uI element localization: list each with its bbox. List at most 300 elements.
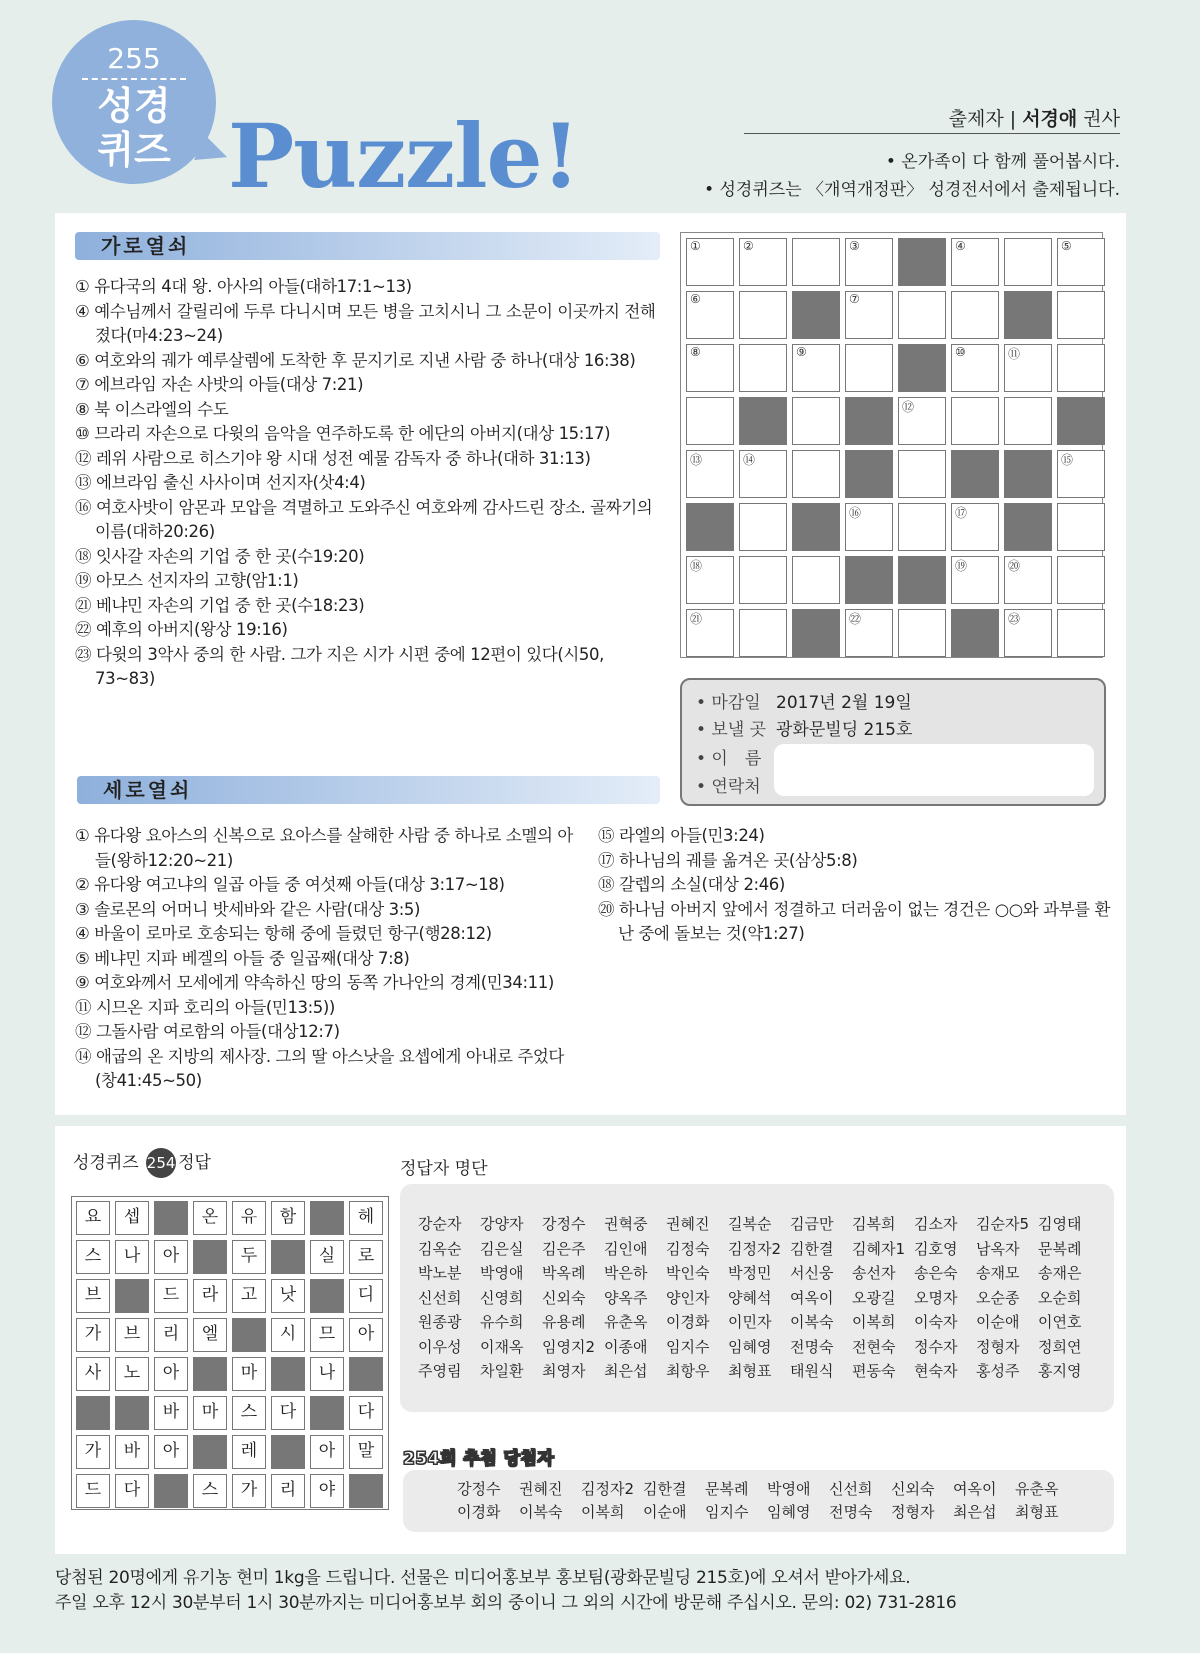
clue-item: ⑦ 에브라임 자손 사밧의 아들(대상 7:21) bbox=[75, 375, 364, 394]
correct-name: 양옥주 bbox=[604, 1288, 648, 1307]
clue-item: ㉓ 다윗의 3악사 중의 한 사람. 그가 지은 시가 시편 중에 12편이 있다(시50, 73~83) bbox=[75, 644, 604, 688]
puzzle-cell[interactable] bbox=[1004, 609, 1052, 657]
answer-cell: 요 bbox=[76, 1201, 110, 1235]
correct-name: 최항우 bbox=[666, 1362, 710, 1380]
correct-name: 전현숙 bbox=[852, 1337, 896, 1356]
clue-item: ② 유다왕 여고냐의 일곱 아들 중 여섯째 아들(대상 3:17~18) bbox=[75, 875, 505, 894]
header-divider bbox=[744, 133, 1120, 134]
answer-cell: 노 bbox=[115, 1357, 149, 1391]
across-clue-list bbox=[75, 275, 665, 692]
puzzle-cell[interactable] bbox=[686, 450, 734, 498]
puzzle-cell[interactable] bbox=[739, 450, 787, 498]
issue-number: 255 bbox=[107, 42, 161, 75]
correct-name: 정형자 bbox=[976, 1337, 1020, 1356]
correct-name: 박영애 bbox=[480, 1264, 524, 1282]
clue-number: ⑩ bbox=[955, 345, 966, 359]
clue-item: ④ 바울이 로마로 호송되는 항해 중에 들렸던 항구(행28:12) bbox=[75, 924, 492, 943]
correct-name: 이민자 bbox=[728, 1313, 772, 1331]
clue-item: ⑤ 베냐민 지파 베겔의 아들 중 일곱째(대상 7:8) bbox=[75, 948, 410, 968]
winner-name: 김정자2 bbox=[581, 1480, 635, 1498]
correct-names-title: 정답자 명단 bbox=[400, 1159, 488, 1179]
answer-blocked-cell bbox=[310, 1279, 344, 1313]
correct-name: 원종광 bbox=[418, 1313, 462, 1331]
puzzle-cell[interactable] bbox=[898, 609, 946, 657]
winner-name: 임지수 bbox=[705, 1503, 749, 1521]
address-label: • 보낼 곳 bbox=[696, 720, 767, 740]
clue-number: ㉒ bbox=[849, 612, 862, 626]
answer-cell: 가 bbox=[232, 1474, 266, 1508]
puzzle-cell[interactable] bbox=[739, 291, 787, 339]
blocked-cell bbox=[951, 609, 999, 657]
answer-cell: 스 bbox=[76, 1240, 110, 1274]
answer-cell: 다 bbox=[271, 1396, 305, 1430]
answer-cell: 로 bbox=[349, 1240, 383, 1274]
blocked-cell bbox=[792, 503, 840, 551]
correct-name: 김영태 bbox=[1038, 1215, 1082, 1233]
correct-name: 김은주 bbox=[542, 1239, 586, 1258]
clue-item: ⑰ 하나님의 궤를 옮겨온 곳(삼상5:8) bbox=[598, 850, 858, 870]
puzzle-cell[interactable] bbox=[951, 397, 999, 445]
answer-cell: 나 bbox=[115, 1240, 149, 1274]
down-clue-list-left bbox=[75, 824, 575, 1094]
badge-title-line1: 성경 bbox=[97, 84, 171, 128]
correct-name: 홍성주 bbox=[976, 1362, 1020, 1380]
answer-cell: 헤 bbox=[349, 1201, 383, 1235]
correct-name: 이복희 bbox=[852, 1313, 896, 1331]
puzzle-cell[interactable] bbox=[1057, 609, 1105, 657]
blocked-cell bbox=[1057, 397, 1105, 445]
correct-name: 이연호 bbox=[1038, 1313, 1082, 1331]
puzzle-cell[interactable] bbox=[845, 503, 893, 551]
puzzle-cell[interactable] bbox=[1004, 344, 1052, 392]
winners-grid bbox=[457, 1478, 1114, 1524]
puzzle-cell[interactable] bbox=[845, 238, 893, 286]
answer-blocked-cell bbox=[154, 1201, 188, 1235]
winner-name: 유춘옥 bbox=[1015, 1480, 1059, 1498]
correct-name: 양인자 bbox=[666, 1288, 710, 1307]
correct-name: 서신웅 bbox=[790, 1264, 834, 1282]
puzzle-cell[interactable] bbox=[898, 503, 946, 551]
puzzle-cell[interactable] bbox=[1057, 344, 1105, 392]
blocked-cell bbox=[739, 397, 787, 445]
correct-name: 김은실 bbox=[480, 1239, 524, 1258]
clue-number: ⑭ bbox=[743, 453, 756, 467]
winner-name: 문복례 bbox=[705, 1480, 749, 1498]
answer-cell: 유 bbox=[232, 1201, 266, 1235]
winner-name: 최은섭 bbox=[953, 1503, 997, 1521]
correct-name: 정희연 bbox=[1038, 1337, 1082, 1356]
answer-cell: 마 bbox=[232, 1357, 266, 1391]
correct-name: 이종애 bbox=[604, 1337, 648, 1356]
clue-item: ① 유다국의 4대 왕. 아사의 아들(대하17:1~13) bbox=[75, 277, 412, 296]
author-name: 서경애 bbox=[1022, 108, 1078, 130]
puzzle-cell[interactable] bbox=[1057, 556, 1105, 604]
answer-cell: 므 bbox=[310, 1318, 344, 1352]
puzzle-cell[interactable] bbox=[898, 291, 946, 339]
crossword-grid-frame bbox=[680, 232, 1103, 658]
blocked-cell bbox=[898, 556, 946, 604]
clue-item: ⑲ 아모스 선지자의 고향(암1:1) bbox=[75, 571, 299, 590]
answer-cell: 리 bbox=[271, 1474, 305, 1508]
puzzle-cell[interactable] bbox=[1057, 503, 1105, 551]
across-heading: 가로열쇠 bbox=[75, 232, 660, 260]
correct-name: 이우성 bbox=[418, 1337, 462, 1356]
puzzle-cell[interactable] bbox=[898, 397, 946, 445]
correct-name: 김인애 bbox=[604, 1239, 648, 1258]
winner-name: 정형자 bbox=[891, 1503, 935, 1521]
puzzle-cell[interactable] bbox=[739, 238, 787, 286]
puzzle-cell[interactable] bbox=[792, 238, 840, 286]
blocked-cell bbox=[845, 450, 893, 498]
correct-name: 이순애 bbox=[976, 1313, 1020, 1331]
correct-name: 오명자 bbox=[914, 1288, 958, 1307]
answer-cell: 말 bbox=[349, 1435, 383, 1469]
down-heading: 세로열쇠 bbox=[77, 776, 660, 804]
clue-item: ⑱ 잇사갈 자손의 기업 중 한 곳(수19:20) bbox=[75, 546, 365, 566]
winner-name: 이순애 bbox=[643, 1503, 687, 1521]
correct-name: 박노분 bbox=[418, 1264, 462, 1282]
answer-cell: 스 bbox=[232, 1396, 266, 1430]
puzzle-cell[interactable] bbox=[1004, 397, 1052, 445]
note-bible-version: • 성경퀴즈는 〈개역개정판〉 성경전서에서 출제됩니다. bbox=[704, 180, 1120, 200]
correct-name: 태원식 bbox=[790, 1362, 834, 1380]
correct-name: 김복희 bbox=[852, 1215, 896, 1233]
clue-number: ① bbox=[690, 239, 701, 253]
puzzle-cell[interactable] bbox=[845, 344, 893, 392]
answer-grid bbox=[76, 1201, 383, 1508]
correct-names-grid bbox=[418, 1214, 1114, 1382]
answer-cell: 다 bbox=[349, 1396, 383, 1430]
correct-name: 문복례 bbox=[1038, 1239, 1082, 1258]
puzzle-cell[interactable] bbox=[686, 238, 734, 286]
clue-item: ④ 예수님께서 갈릴리에 두루 다니시며 모든 병을 고치시니 그 소문이 이곳까지 전해 졌다(마4:23~24) bbox=[75, 301, 656, 345]
puzzle-cell[interactable] bbox=[739, 609, 787, 657]
winner-name: 이복숙 bbox=[519, 1503, 563, 1521]
answer-cell: 드 bbox=[154, 1279, 188, 1313]
answer-cell: 나 bbox=[310, 1357, 344, 1391]
clue-number: ⑨ bbox=[796, 345, 807, 359]
blocked-cell bbox=[1004, 503, 1052, 551]
answer-blocked-cell bbox=[271, 1240, 305, 1274]
clue-item: ⑱ 갈렙의 소실(대상 2:46) bbox=[598, 875, 785, 894]
blocked-cell bbox=[898, 344, 946, 392]
winner-name: 전명숙 bbox=[829, 1503, 873, 1521]
answer-blocked-cell bbox=[193, 1357, 227, 1391]
answer-blocked-cell bbox=[232, 1318, 266, 1352]
answer-blocked-cell bbox=[271, 1435, 305, 1469]
issue-badge bbox=[52, 20, 216, 184]
winner-name: 박영애 bbox=[767, 1480, 811, 1498]
correct-name: 유용례 bbox=[542, 1313, 586, 1331]
deadline-value: 2017년 2월 19일 bbox=[776, 693, 912, 713]
clue-number: ㉑ bbox=[690, 612, 703, 626]
puzzle-cell[interactable] bbox=[792, 397, 840, 445]
clue-number: ⑪ bbox=[1008, 347, 1021, 361]
name-row bbox=[696, 744, 776, 769]
answer-cell: 함 bbox=[271, 1201, 305, 1235]
winner-name: 신외숙 bbox=[891, 1480, 935, 1498]
puzzle-cell[interactable] bbox=[1004, 556, 1052, 604]
correct-name: 김금만 bbox=[790, 1215, 834, 1233]
correct-name: 최영자 bbox=[542, 1362, 586, 1380]
answer-cell: 디 bbox=[349, 1279, 383, 1313]
clue-number: ㉓ bbox=[1008, 612, 1021, 626]
answer-title-suffix: 정답 bbox=[178, 1153, 211, 1173]
winner-name: 권혜진 bbox=[519, 1480, 563, 1498]
correct-name: 송재은 bbox=[1038, 1264, 1082, 1282]
correct-name: 오순종 bbox=[976, 1288, 1020, 1307]
answer-cell: 아 bbox=[154, 1240, 188, 1274]
clue-number: ⑥ bbox=[690, 292, 701, 306]
answer-blocked-cell bbox=[349, 1474, 383, 1508]
correct-name: 신영희 bbox=[480, 1288, 524, 1307]
correct-name: 김혜자1 bbox=[852, 1239, 906, 1258]
clue-number: ③ bbox=[849, 239, 860, 253]
answer-cell: 리 bbox=[154, 1318, 188, 1352]
puzzle-cell[interactable] bbox=[1057, 238, 1105, 286]
crossword-grid bbox=[686, 238, 1105, 657]
correct-name: 차일환 bbox=[480, 1362, 524, 1380]
puzzle-cell[interactable] bbox=[898, 450, 946, 498]
clue-item: ⑯ 여호사밧이 암몬과 모압을 격멸하고 도와주신 여호와께 감사드린 장소. 골짜기의 이름(대하20:26) bbox=[75, 497, 653, 541]
answer-blocked-cell bbox=[154, 1474, 188, 1508]
clue-item: ⑩ 므라리 자손으로 다윗의 음악을 연주하도록 한 에단의 아버지(대상 15:17) bbox=[75, 424, 611, 443]
answer-blocked-cell bbox=[349, 1357, 383, 1391]
clue-number: ⑫ bbox=[902, 400, 915, 414]
correct-name: 강순자 bbox=[418, 1215, 462, 1233]
correct-name: 현숙자 bbox=[914, 1362, 958, 1380]
correct-name: 박정민 bbox=[728, 1264, 772, 1282]
answer-cell: 아 bbox=[154, 1357, 188, 1391]
answer-grid-frame bbox=[71, 1196, 389, 1510]
answer-title bbox=[73, 1148, 211, 1178]
answer-cell: 아 bbox=[310, 1435, 344, 1469]
clue-number: ⑳ bbox=[1008, 559, 1021, 573]
answer-cell: 라 bbox=[193, 1279, 227, 1313]
puzzle-cell[interactable] bbox=[792, 450, 840, 498]
clue-item: ⑨ 여호와께서 모세에게 약속하신 땅의 동쪽 가나안의 경계(민34:11) bbox=[75, 973, 554, 992]
puzzle-cell[interactable] bbox=[739, 344, 787, 392]
blocked-cell bbox=[1004, 291, 1052, 339]
footer-line1: 당첨된 20명에게 유기농 현미 1kg을 드립니다. 선물은 미디어홍보부 홍보팀(광화문빌딩 215호)에 오셔서 받아가세요. bbox=[55, 1568, 911, 1588]
puzzle-cell[interactable] bbox=[792, 344, 840, 392]
correct-name: 박옥례 bbox=[542, 1264, 586, 1282]
winner-name: 이복희 bbox=[581, 1503, 625, 1521]
blocked-cell bbox=[1004, 450, 1052, 498]
correct-name: 권혁중 bbox=[604, 1215, 648, 1233]
clue-number: ④ bbox=[955, 239, 966, 253]
submission-box bbox=[680, 678, 1106, 806]
puzzle-cell[interactable] bbox=[845, 609, 893, 657]
author-suffix: 권사 bbox=[1077, 108, 1120, 130]
clue-item: ③ 솔로몬의 어머니 밧세바와 같은 사람(대상 3:5) bbox=[75, 899, 421, 919]
answer-cell: 고 bbox=[232, 1279, 266, 1313]
address-value: 광화문빌딩 215호 bbox=[776, 720, 913, 740]
puzzle-cell[interactable] bbox=[1057, 450, 1105, 498]
correct-name: 김정숙 bbox=[666, 1239, 710, 1258]
puzzle-cell[interactable] bbox=[1004, 238, 1052, 286]
correct-name: 신외숙 bbox=[542, 1288, 586, 1307]
correct-name: 최형표 bbox=[728, 1362, 772, 1380]
answer-title-prefix: 성경퀴즈 bbox=[73, 1153, 139, 1173]
correct-name: 남옥자 bbox=[976, 1239, 1020, 1258]
correct-name: 김순자5 bbox=[976, 1215, 1030, 1233]
clue-number: ⑰ bbox=[955, 506, 968, 520]
correct-name: 송재모 bbox=[976, 1264, 1020, 1282]
correct-name: 길복순 bbox=[728, 1215, 772, 1233]
answer-cell: 시 bbox=[271, 1318, 305, 1352]
badge-divider bbox=[82, 78, 186, 80]
answer-cell: 온 bbox=[193, 1201, 227, 1235]
correct-name: 홍지영 bbox=[1038, 1362, 1082, 1380]
winner-name: 최형표 bbox=[1015, 1503, 1059, 1521]
puzzle-cell[interactable] bbox=[845, 291, 893, 339]
correct-name: 송은숙 bbox=[914, 1264, 958, 1282]
answer-cell: 가 bbox=[76, 1318, 110, 1352]
answer-cell: 셉 bbox=[115, 1201, 149, 1235]
answer-cell: 레 bbox=[232, 1435, 266, 1469]
correct-name: 김소자 bbox=[914, 1215, 958, 1233]
puzzle-cell[interactable] bbox=[951, 503, 999, 551]
correct-name: 최은섭 bbox=[604, 1362, 648, 1380]
clue-item: ⑮ 라엘의 아들(민3:24) bbox=[598, 826, 765, 845]
answer-blocked-cell bbox=[310, 1396, 344, 1430]
puzzle-cell[interactable] bbox=[686, 397, 734, 445]
author-credit bbox=[949, 104, 1120, 131]
correct-name: 유춘옥 bbox=[604, 1313, 648, 1331]
puzzle-cell[interactable] bbox=[951, 238, 999, 286]
puzzle-cell[interactable] bbox=[739, 556, 787, 604]
correct-name: 정수자 bbox=[914, 1337, 958, 1356]
author-label: 출제자 | bbox=[948, 108, 1023, 130]
answer-cell: 다 bbox=[115, 1474, 149, 1508]
answer-cell: 드 bbox=[76, 1474, 110, 1508]
clue-item: ① 유다왕 요아스의 신복으로 요아스를 살해한 사람 중 하나로 소멜의 아들(왕하12:20~21) bbox=[75, 826, 573, 870]
clue-item: ⑪ 시므온 지파 호리의 아들(민13:5)) bbox=[75, 997, 335, 1017]
note-family: • 온가족이 다 함께 풀어봅시다. bbox=[885, 152, 1120, 172]
contact-row bbox=[696, 772, 776, 797]
correct-name: 김정자2 bbox=[728, 1239, 782, 1258]
clue-item: ⑬ 에브라임 출신 사사이며 선지자(삿4:4) bbox=[75, 473, 366, 492]
correct-name: 전명숙 bbox=[790, 1337, 834, 1356]
correct-name: 임지수 bbox=[666, 1337, 710, 1356]
footer-line2: 주일 오후 12시 30분부터 1시 30분까지는 미디어홍보부 회의 중이니 그 외의 시간에 방문해 주십시오. 문의: 02) 731-2816 bbox=[55, 1593, 957, 1613]
correct-name: 양혜석 bbox=[728, 1288, 772, 1307]
correct-name: 임혜영 bbox=[728, 1337, 772, 1356]
correct-name: 오순희 bbox=[1038, 1288, 1082, 1307]
answer-cell: 가 bbox=[76, 1435, 110, 1469]
puzzle-cell[interactable] bbox=[951, 556, 999, 604]
correct-name: 이숙자 bbox=[914, 1313, 958, 1331]
correct-name: 편동숙 bbox=[852, 1362, 896, 1380]
winner-name: 김한결 bbox=[643, 1480, 687, 1498]
correct-name: 신선희 bbox=[418, 1288, 462, 1307]
clue-item: ⑳ 하나님 아버지 앞에서 정결하고 더러움이 없는 경건은 ○○와 과부를 환난 중에 돌보는 것(약1:27) bbox=[598, 899, 1111, 943]
correct-name: 오광길 bbox=[852, 1288, 896, 1307]
clue-item: ㉑ 베냐민 자손의 기업 중 한 곳(수18:23) bbox=[75, 595, 365, 615]
answer-cell: 야 bbox=[310, 1474, 344, 1508]
down-clue-list-right bbox=[598, 824, 1113, 947]
name-contact-field[interactable] bbox=[774, 744, 1094, 796]
correct-name: 주영림 bbox=[418, 1362, 462, 1380]
correct-name: 이경화 bbox=[666, 1313, 710, 1331]
answer-blocked-cell bbox=[271, 1357, 305, 1391]
puzzle-cell[interactable] bbox=[686, 556, 734, 604]
correct-name: 송선자 bbox=[852, 1264, 896, 1282]
winner-name: 신선희 bbox=[829, 1480, 873, 1498]
puzzle-cell[interactable] bbox=[1057, 291, 1105, 339]
clue-number: ⑮ bbox=[1061, 453, 1074, 467]
clue-number: ⑦ bbox=[849, 292, 860, 306]
correct-names-box bbox=[400, 1184, 1114, 1412]
clue-item: ⑧ 북 이스라엘의 수도 bbox=[75, 399, 229, 419]
deadline-row bbox=[696, 688, 912, 713]
puzzle-cell[interactable] bbox=[686, 291, 734, 339]
clue-item: ⑫ 레위 사람으로 히스기야 왕 시대 성전 예물 감독자 중 하나(대하 31:13) bbox=[75, 448, 591, 468]
answer-blocked-cell bbox=[310, 1201, 344, 1235]
answer-cell: 낫 bbox=[271, 1279, 305, 1313]
answer-cell: 실 bbox=[310, 1240, 344, 1274]
blocked-cell bbox=[686, 503, 734, 551]
clue-item: ㉒ 예후의 아버지(왕상 19:16) bbox=[75, 620, 288, 639]
correct-name: 이복숙 bbox=[790, 1313, 834, 1331]
correct-name: 강양자 bbox=[480, 1215, 524, 1233]
badge-title-line2: 퀴즈 bbox=[97, 128, 171, 172]
answer-blocked-cell bbox=[76, 1396, 110, 1430]
answer-cell: 아 bbox=[154, 1435, 188, 1469]
correct-name: 김옥순 bbox=[418, 1239, 462, 1258]
clue-number: ⑤ bbox=[1061, 239, 1072, 253]
correct-name: 강정수 bbox=[542, 1215, 586, 1233]
answer-panel bbox=[55, 1126, 1126, 1554]
puzzle-cell[interactable] bbox=[792, 556, 840, 604]
name-label: • 이 름 bbox=[696, 749, 762, 769]
answer-cell: 브 bbox=[115, 1318, 149, 1352]
answer-cell: 스 bbox=[193, 1474, 227, 1508]
winners-title: 254회 추첨 당첨자 bbox=[403, 1449, 555, 1469]
address-row bbox=[696, 715, 912, 740]
clue-number: ⑯ bbox=[849, 506, 862, 520]
clue-number: ⑲ bbox=[955, 559, 968, 573]
answer-blocked-cell bbox=[193, 1240, 227, 1274]
correct-name: 박인숙 bbox=[666, 1264, 710, 1282]
header-notes bbox=[704, 148, 1120, 204]
footer-notice bbox=[55, 1566, 956, 1616]
answer-blocked-cell bbox=[193, 1435, 227, 1469]
puzzle-cell[interactable] bbox=[739, 503, 787, 551]
correct-name: 김한결 bbox=[790, 1239, 834, 1258]
answer-cell: 두 bbox=[232, 1240, 266, 1274]
answer-cell: 사 bbox=[76, 1357, 110, 1391]
winner-name: 임혜영 bbox=[767, 1503, 811, 1521]
winner-name: 이경화 bbox=[457, 1503, 501, 1521]
puzzle-cell[interactable] bbox=[686, 609, 734, 657]
answer-cell: 바 bbox=[115, 1435, 149, 1469]
winners-box bbox=[403, 1470, 1114, 1532]
blocked-cell bbox=[845, 556, 893, 604]
clue-number: ② bbox=[743, 239, 754, 253]
answer-cell: 아 bbox=[349, 1318, 383, 1352]
clue-item: ⑫ 그돌사람 여로함의 아들(대상12:7) bbox=[75, 1022, 340, 1041]
puzzle-cell[interactable] bbox=[951, 291, 999, 339]
puzzle-cell[interactable] bbox=[951, 344, 999, 392]
correct-name: 여옥이 bbox=[790, 1288, 834, 1307]
answer-cell: 마 bbox=[193, 1396, 227, 1430]
answer-cell: 브 bbox=[76, 1279, 110, 1313]
blocked-cell bbox=[792, 609, 840, 657]
contact-label: • 연락처 bbox=[696, 777, 761, 797]
puzzle-cell[interactable] bbox=[686, 344, 734, 392]
